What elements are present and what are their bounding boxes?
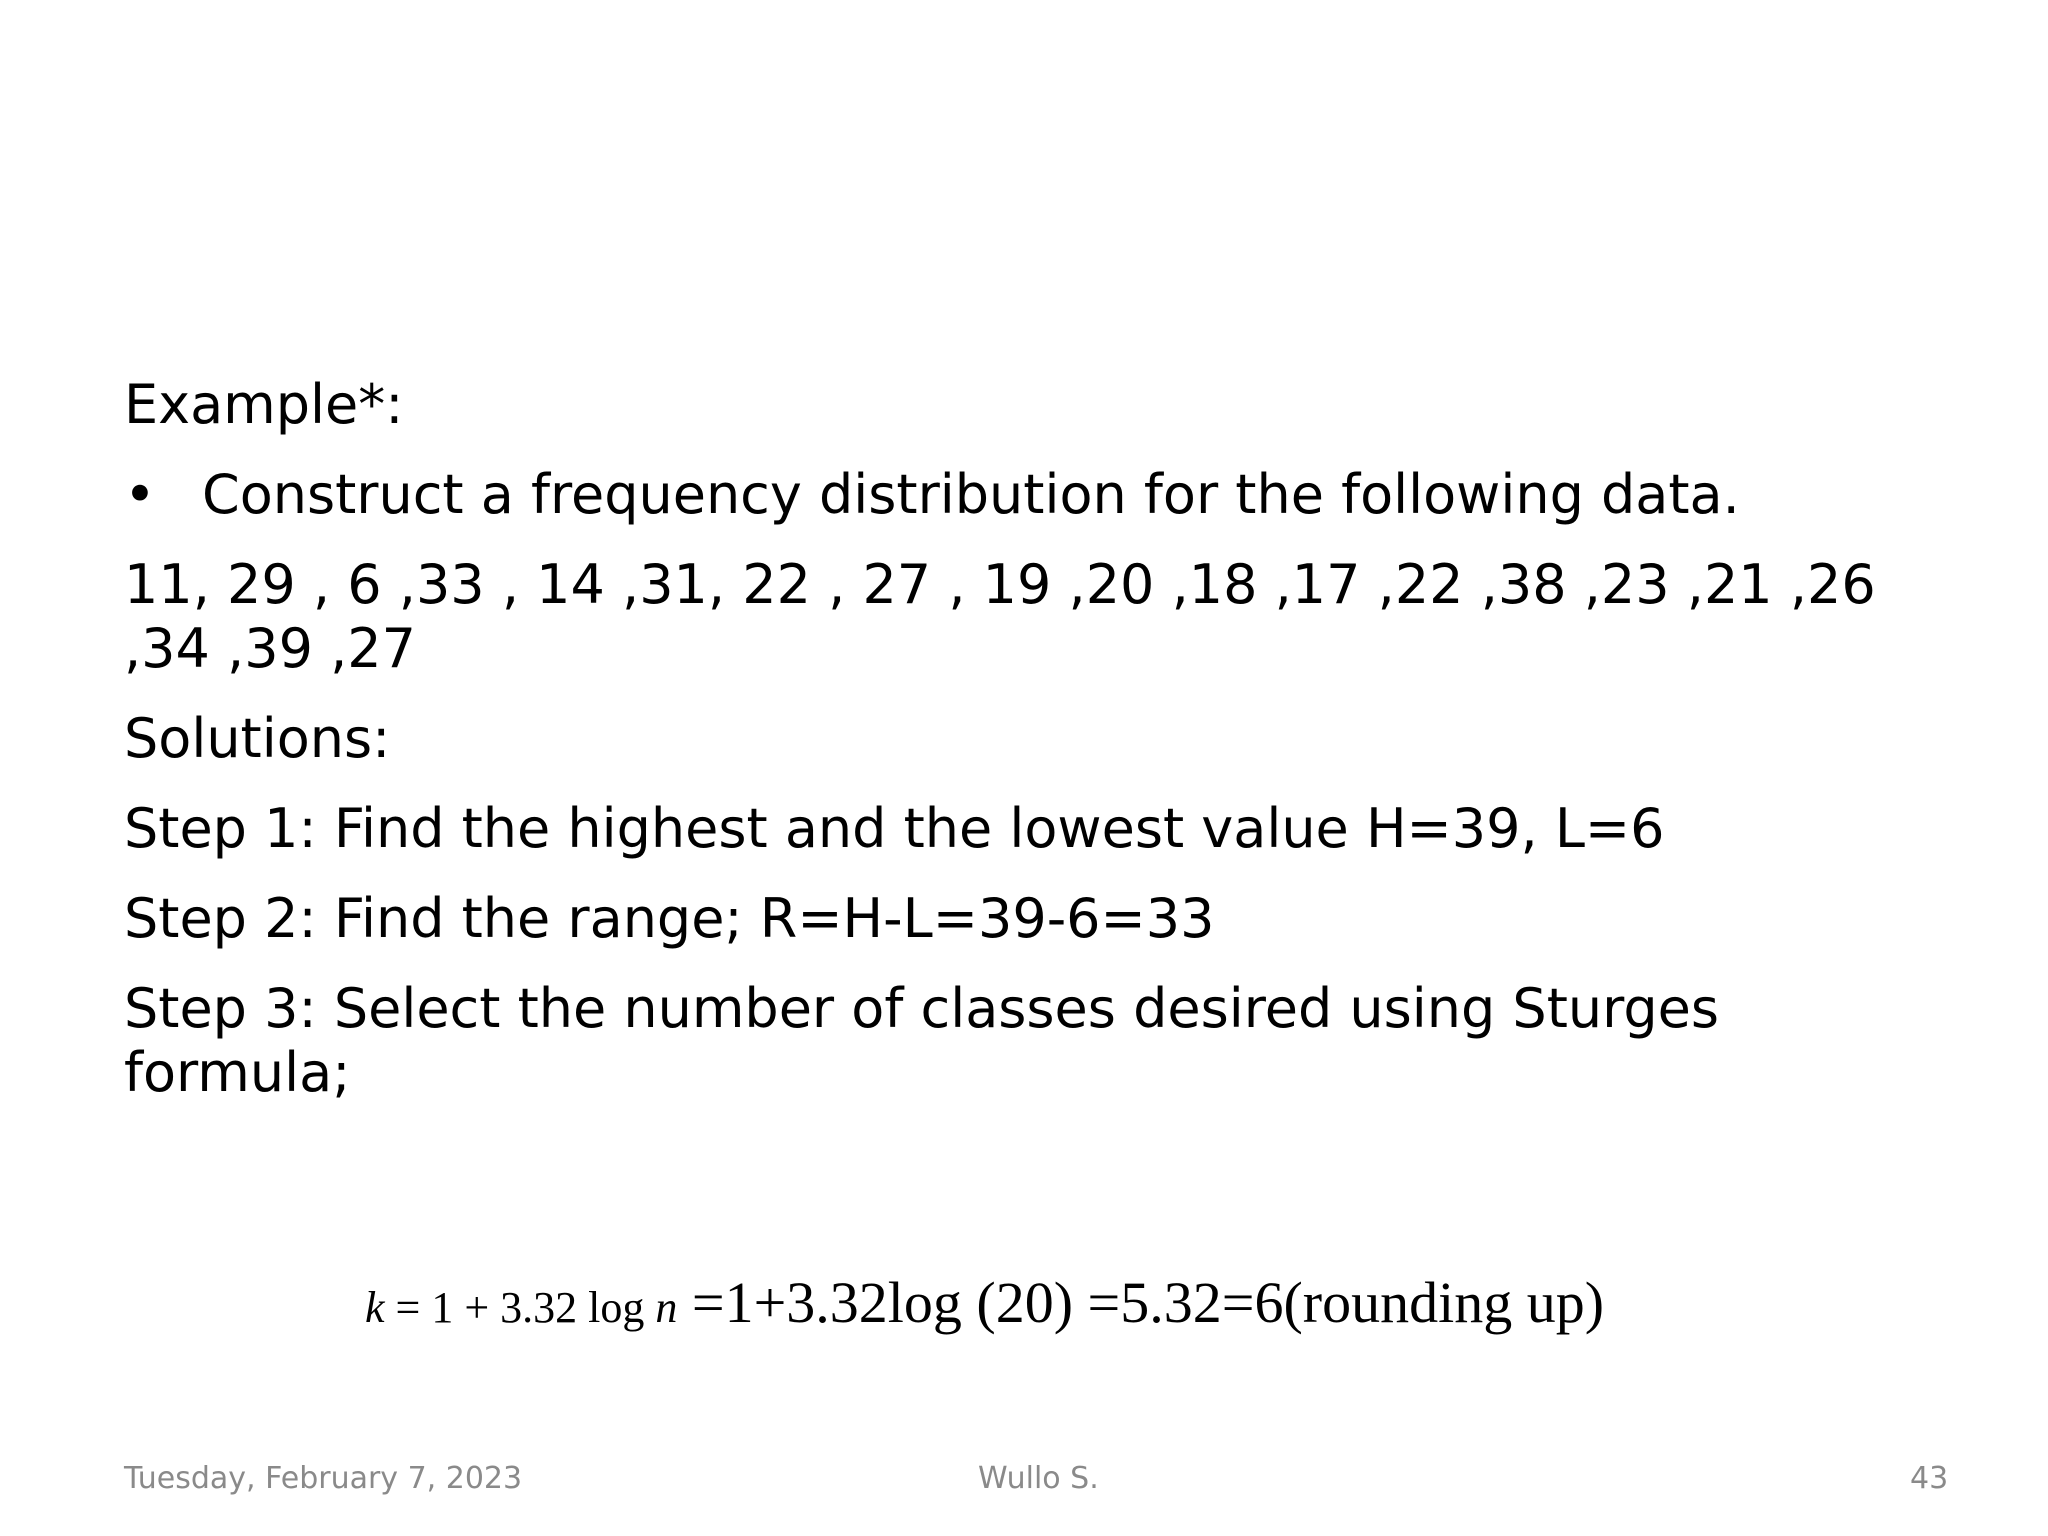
data-values-line-1: 11, 29 , 6 ,33 , 14 ,31, 22 , 27 , 19 ,20 ,18 ,17 ,22 ,38 ,23 ,21 ,26 [124,553,1876,616]
formula-n: n [655,1283,678,1332]
data-values [124,553,1924,680]
step-3-line-1: Step 3: Select the number of classes desired using Sturges [124,977,1719,1040]
step-3-line-2: formula; [124,1041,351,1104]
sturges-formula [365,1270,1605,1335]
bullet-icon: • [124,463,156,526]
bullet-text: Construct a frequency distribution for the following data. [202,463,1740,526]
step-1: Step 1: Find the highest and the lowest value H=39, L=6 [124,797,1665,860]
step-2: Step 2: Find the range; R=H-L=39-6=33 [124,887,1215,950]
footer-date: Tuesday, February 7, 2023 [124,1461,523,1496]
formula-lhs [365,1283,677,1332]
bullet-item [124,463,1924,526]
data-values-line-2: ,34 ,39 ,27 [124,617,416,680]
footer-author: Wullo S. [978,1461,1099,1496]
solutions-label: Solutions: [124,707,391,770]
formula-lhs-mid: = 1 + 3.32 log [384,1283,656,1332]
formula-rhs: =1+3.32log (20) =5.32=6(rounding up) [677,1270,1605,1335]
formula-k: k [365,1283,385,1332]
footer-page-number: 43 [1910,1461,1949,1496]
slide-body [124,373,1924,1136]
example-label: Example*: [124,373,404,436]
step-3 [124,977,1924,1104]
